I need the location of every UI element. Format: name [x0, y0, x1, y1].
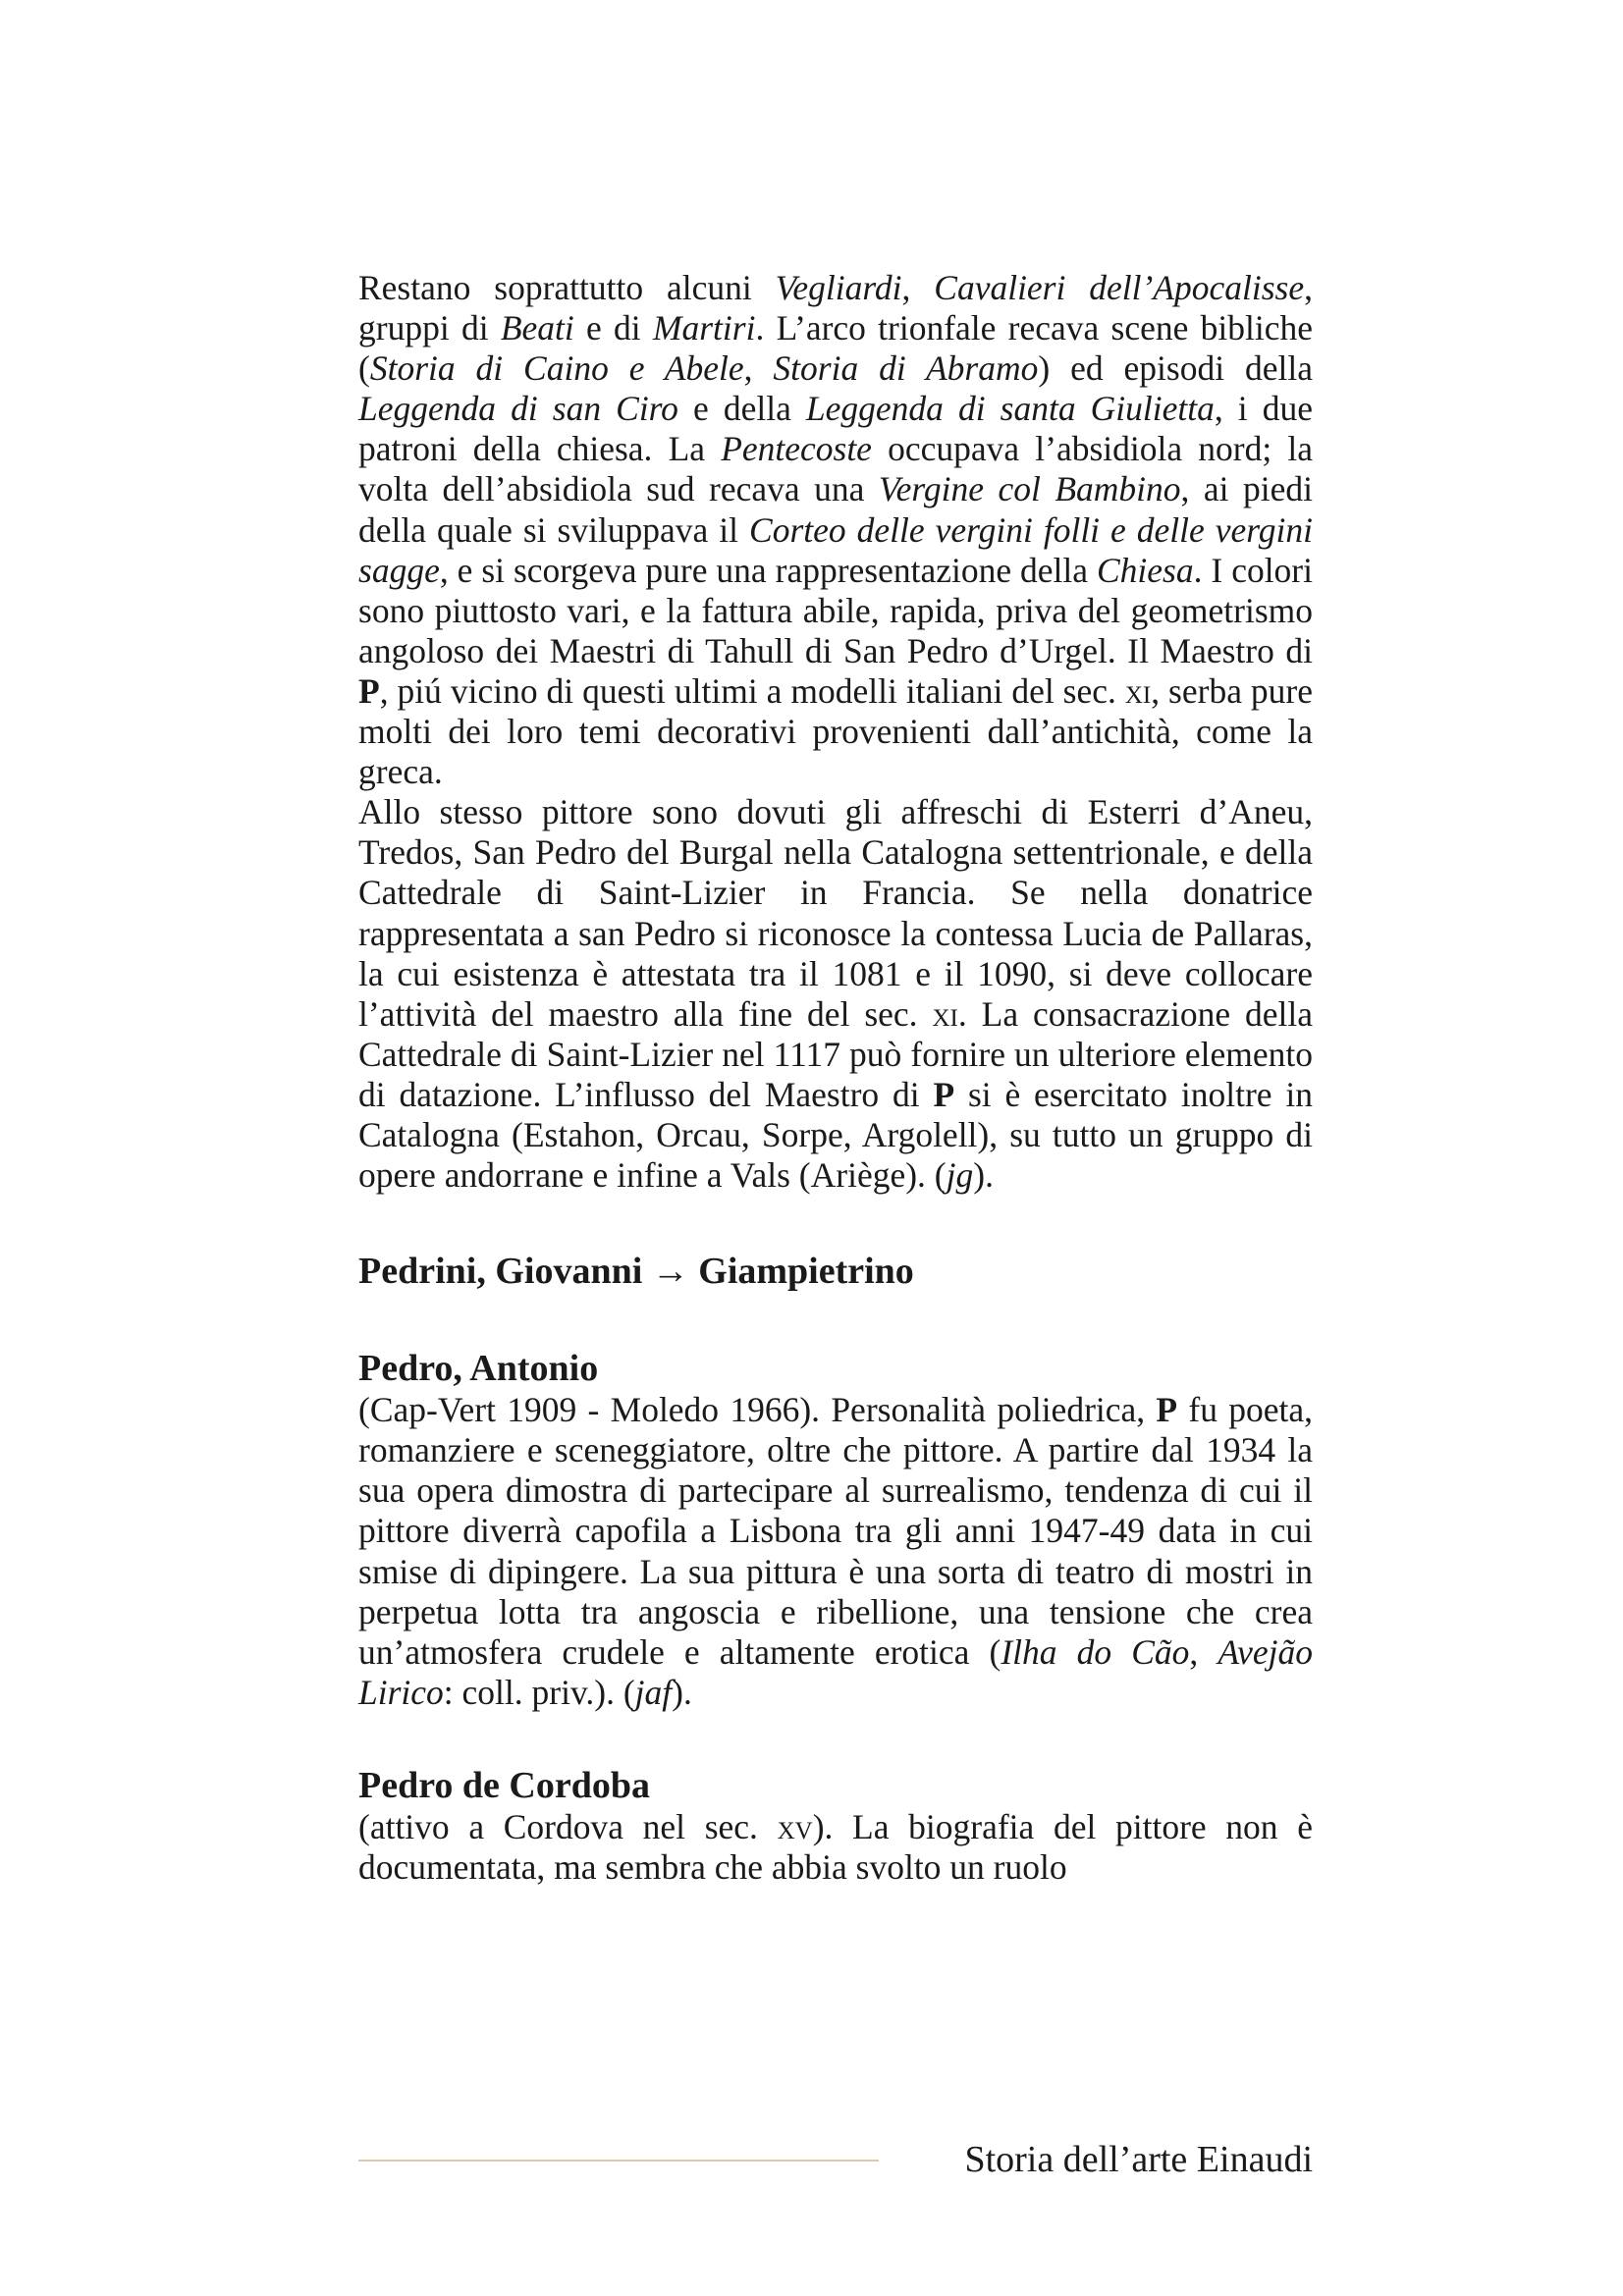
text-run: , e si scorgeva pure una rappresentazione della: [439, 550, 1097, 590]
entry-heading-pedro-de-cordoba: Pedro de Cordoba: [358, 1764, 650, 1806]
text-run: ,: [1189, 1631, 1218, 1672]
text-run: , serba pure molti dei loro temi decorativi provenienti dall’antichità, come la greca.: [358, 670, 1313, 792]
entry-body-pedro-de-cordoba: [358, 1807, 1313, 1888]
italic-title: Beati: [500, 308, 574, 348]
text-run: , piú vicino di questi ultimi a modelli italiani del sec.: [379, 670, 1125, 711]
text-run: . La consacrazione della Cattedrale di Saint-Lizier nel 1117 può fornire un ulteriore elemento di datazione. L’influsso del Maestro di: [358, 993, 1313, 1114]
text-run: si è esercitato inoltre in Catalogna (Estahon, Orcau, Sorpe, Argolell), su tutto un gruppo di opere andorrane e infine a Vals (Ariège). (: [358, 1074, 1313, 1196]
italic-title: Corteo delle vergini folli e delle vergini sagge: [358, 509, 1313, 590]
italic-title: Chiesa: [1096, 550, 1194, 590]
text-run: e della: [677, 389, 806, 429]
roman-numeral: xv: [777, 1806, 813, 1846]
entry-heading-pedrini: Pedrini, Giovanni → Giampietrino: [358, 1251, 914, 1293]
text-run: ,: [743, 348, 774, 389]
text-run: ) ed episodi della: [1038, 348, 1313, 389]
italic-title: Vergine col Bambino: [878, 469, 1181, 509]
text-run: e di: [573, 308, 653, 348]
text-run: Restano soprattutto alcuni: [358, 268, 776, 307]
roman-numeral: xi: [1124, 670, 1152, 711]
paragraph-frescoes: [358, 268, 1313, 792]
text-column: [358, 268, 1313, 1888]
italic-title: Vegliardi: [775, 268, 902, 307]
italic-title: Avejão Lirico: [358, 1631, 1313, 1712]
text-run: Allo stesso pittore sono dovuti gli affreschi di Esterri d’Aneu, Tredos, San Pedro del Burgal nella Catalogna settentrionale, e della Cattedrale di Saint-Lizier in Francia. Se nella donatrice rappresentata a san Pedro si riconosce la contessa Lucia de Pallaras, la cui esistenza è attestata tra il 1081 e il 1090, si deve collocare l’attività del maestro alla fine del sec.: [358, 792, 1313, 1034]
footer-publication: Storia dell’arte Einaudi: [964, 2139, 1313, 2180]
author-initials: jaf: [634, 1672, 673, 1712]
text-run: , gruppi di: [358, 268, 1313, 348]
italic-title: Storia di Abramo: [773, 348, 1039, 389]
italic-title: Storia di Caino e Abele: [369, 348, 744, 389]
bold-abbreviation: P: [358, 670, 380, 711]
text-run: . L’arco trionfale recava scene bibliche (: [358, 308, 1313, 389]
italic-title: Martiri: [652, 308, 756, 348]
text-run: ). La biografia del pittore non è documentata, ma sembra che abbia svolto un ruolo: [358, 1806, 1313, 1887]
entry-body-pedro-antonio: [358, 1390, 1313, 1713]
paragraph-attribution: [358, 792, 1313, 1196]
italic-title: Cavalieri dell’Apocalisse: [934, 268, 1305, 307]
text-run: ).: [672, 1672, 692, 1712]
italic-title: Pentecoste: [721, 429, 872, 469]
text-run: ).: [973, 1155, 994, 1196]
text-run: : coll. priv.). (: [443, 1672, 635, 1712]
author-initials: jg: [946, 1155, 974, 1196]
italic-title: Leggenda di santa Giulietta: [805, 389, 1215, 429]
italic-title: Ilha do Cão: [1001, 1631, 1190, 1672]
text-run: , i due patroni della chiesa. La: [358, 389, 1313, 469]
text-run: , ai piedi della quale si sviluppava il: [358, 469, 1313, 550]
entry-heading-pedro-antonio: Pedro, Antonio: [358, 1348, 599, 1390]
italic-title: Leggenda di san Ciro: [358, 389, 678, 429]
text-run: . I colori sono piuttosto vari, e la fattura abile, rapida, priva del geometrismo angoloso dei Maestri di Tahull di San Pedro d’Urgel. Il Maestro di: [358, 550, 1313, 670]
text-run: fu poeta, romanziere e sceneggiatore, oltre che pittore. A partire dal 1934 la sua opera dimostra di partecipare al surrealismo, tendenza di cui il pittore diverrà capofila a Lisbona tra gli anni 1947-49 data in cui smise di dipingere. La sua pittura è una sorta di teatro di mostri in perpetua lotta tra angoscia e ribellione, una tensione che crea un’atmosfera crudele e altamente erotica (: [358, 1390, 1313, 1672]
text-run: (attivo a Cordova nel sec.: [358, 1806, 778, 1846]
roman-numeral: xi: [932, 993, 958, 1034]
text-run: (Cap-Vert 1909 - Moledo 1966). Personalità poliedrica,: [358, 1390, 1157, 1430]
bold-abbreviation: P: [1156, 1390, 1178, 1430]
text-run: ,: [901, 268, 935, 307]
footer-rule: [358, 2160, 879, 2162]
bold-abbreviation: P: [933, 1074, 955, 1114]
text-run: occupava l’absidiola nord; la volta dell’absidiola sud recava una: [358, 429, 1314, 509]
